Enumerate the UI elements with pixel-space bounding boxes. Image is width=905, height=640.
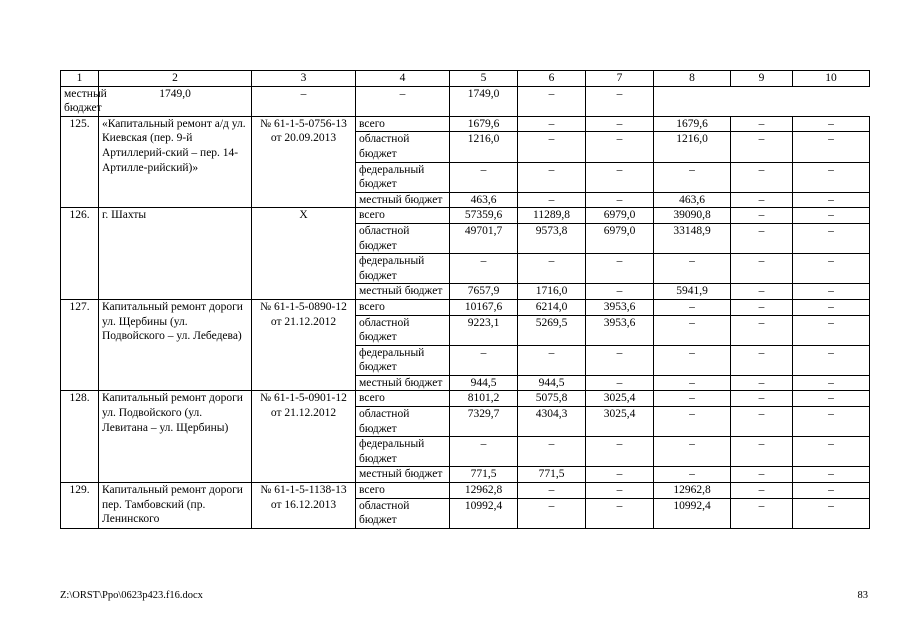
- cell-col-7: –: [586, 162, 654, 192]
- cell-col-1: 129.: [61, 483, 99, 529]
- file-path: Z:\ORST\Ppo\0623p423.f16.docx: [60, 590, 203, 601]
- cell-col-8: 33148,9: [654, 223, 731, 253]
- cell-col-8: –: [654, 315, 731, 345]
- cell-col-4: областной бюджет: [356, 498, 450, 528]
- cell-col-8: 1749,0: [450, 86, 518, 116]
- cell-col-10: –: [793, 391, 870, 407]
- header-row: [61, 71, 870, 87]
- cell-col-6: 5075,8: [518, 391, 586, 407]
- cell-col-4: федеральный бюджет: [356, 437, 450, 467]
- cell-col-8: –: [654, 391, 731, 407]
- page-number: 83: [857, 590, 868, 601]
- cell-col-6: 4304,3: [518, 407, 586, 437]
- cell-col-7: –: [586, 483, 654, 499]
- cell-col-1: 127.: [61, 299, 99, 391]
- budget-table: [60, 70, 870, 529]
- cell-col-6: 6214,0: [518, 299, 586, 315]
- cell-col-5: 1749,0: [99, 86, 252, 116]
- cell-col-8: 5941,9: [654, 284, 731, 300]
- cell-col-7: –: [586, 498, 654, 528]
- cell-col-6: –: [518, 162, 586, 192]
- cell-col-1: 125.: [61, 116, 99, 208]
- cell-col-4: всего: [356, 116, 450, 132]
- cell-col-4: местный бюджет: [356, 375, 450, 391]
- cell-col-5: 463,6: [450, 192, 518, 208]
- cell-col-4: федеральный бюджет: [356, 162, 450, 192]
- cell-col-7: 3025,4: [586, 391, 654, 407]
- cell-col-10: –: [793, 299, 870, 315]
- cell-col-5: –: [450, 437, 518, 467]
- cell-col-10: –: [793, 208, 870, 224]
- cell-col-9: –: [731, 299, 793, 315]
- cell-col-5: 1216,0: [450, 132, 518, 162]
- cell-col-7: –: [356, 86, 450, 116]
- cell-col-5: 8101,2: [450, 391, 518, 407]
- cell-col-3: Х: [252, 208, 356, 300]
- cell-col-5: 1679,6: [450, 116, 518, 132]
- cell-col-5: 7329,7: [450, 407, 518, 437]
- cell-col-9: –: [731, 162, 793, 192]
- cell-col-8: –: [654, 375, 731, 391]
- cell-col-8: 463,6: [654, 192, 731, 208]
- cell-col-7: 3953,6: [586, 299, 654, 315]
- cell-col-6: –: [518, 483, 586, 499]
- cell-col-5: 49701,7: [450, 223, 518, 253]
- cell-col-4: всего: [356, 483, 450, 499]
- cell-col-6: –: [518, 116, 586, 132]
- cell-col-6: 771,5: [518, 467, 586, 483]
- cell-col-3: № 61-1-5-1138-13 от 16.12.2013: [252, 483, 356, 529]
- cell-col-4: областной бюджет: [356, 407, 450, 437]
- cell-col-7: –: [586, 116, 654, 132]
- cell-col-5: 944,5: [450, 375, 518, 391]
- cell-col-9: –: [731, 498, 793, 528]
- table-row: [61, 116, 870, 132]
- cell-col-6: –: [518, 192, 586, 208]
- cell-col-6: 944,5: [518, 375, 586, 391]
- cell-col-6: –: [252, 86, 356, 116]
- cell-col-5: 12962,8: [450, 483, 518, 499]
- column-header-10: 10: [793, 71, 870, 87]
- cell-col-9: –: [518, 86, 586, 116]
- cell-col-6: 5269,5: [518, 315, 586, 345]
- cell-col-7: –: [586, 284, 654, 300]
- cell-col-9: –: [731, 437, 793, 467]
- column-header-5: 5: [450, 71, 518, 87]
- cell-col-10: –: [793, 254, 870, 284]
- cell-col-8: 1216,0: [654, 132, 731, 162]
- cell-col-8: 12962,8: [654, 483, 731, 499]
- cell-col-7: –: [586, 437, 654, 467]
- cell-col-7: –: [586, 375, 654, 391]
- cell-col-10: –: [793, 192, 870, 208]
- cell-col-8: 1679,6: [654, 116, 731, 132]
- cell-col-4: местный бюджет: [356, 284, 450, 300]
- cell-col-5: 7657,9: [450, 284, 518, 300]
- cell-col-10: –: [793, 132, 870, 162]
- cell-col-9: –: [731, 345, 793, 375]
- cell-col-9: –: [731, 254, 793, 284]
- table-row: [61, 483, 870, 499]
- cell-col-9: –: [731, 284, 793, 300]
- column-header-7: 7: [586, 71, 654, 87]
- cell-col-8: –: [654, 162, 731, 192]
- cell-col-7: 3025,4: [586, 407, 654, 437]
- cell-col-10: –: [793, 483, 870, 499]
- cell-col-4: областной бюджет: [356, 132, 450, 162]
- table-row: [61, 391, 870, 407]
- cell-col-3: № 61-1-5-0756-13 от 20.09.2013: [252, 116, 356, 208]
- cell-col-9: –: [731, 375, 793, 391]
- cell-col-8: –: [654, 299, 731, 315]
- cell-col-4: всего: [356, 208, 450, 224]
- column-header-9: 9: [731, 71, 793, 87]
- cell-col-4: областной бюджет: [356, 223, 450, 253]
- cell-col-9: –: [731, 132, 793, 162]
- cell-col-6: –: [518, 498, 586, 528]
- cell-col-7: –: [586, 192, 654, 208]
- cell-col-10: –: [793, 162, 870, 192]
- table-row: [61, 208, 870, 224]
- cell-col-5: 10992,4: [450, 498, 518, 528]
- cell-col-10: –: [793, 284, 870, 300]
- cell-col-10: –: [793, 467, 870, 483]
- cell-col-10: –: [586, 86, 654, 116]
- cell-col-5: –: [450, 162, 518, 192]
- cell-col-4: местный бюджет: [356, 192, 450, 208]
- cell-col-7: –: [586, 254, 654, 284]
- cell-col-9: –: [731, 116, 793, 132]
- cell-col-8: 39090,8: [654, 208, 731, 224]
- cell-col-5: 771,5: [450, 467, 518, 483]
- cell-col-5: –: [450, 345, 518, 375]
- column-header-8: 8: [654, 71, 731, 87]
- cell-col-5: 57359,6: [450, 208, 518, 224]
- cell-col-10: –: [793, 345, 870, 375]
- cell-col-10: –: [793, 437, 870, 467]
- cell-col-4: местный бюджет: [356, 467, 450, 483]
- table-body: [61, 86, 870, 528]
- cell-col-2: г. Шахты: [99, 208, 252, 300]
- cell-col-6: 11289,8: [518, 208, 586, 224]
- cell-col-6: –: [518, 254, 586, 284]
- cell-col-9: –: [731, 391, 793, 407]
- cell-col-3: № 61-1-5-0890-12 от 21.12.2012: [252, 299, 356, 391]
- cell-col-9: –: [731, 483, 793, 499]
- cell-col-9: –: [731, 467, 793, 483]
- cell-col-6: 9573,8: [518, 223, 586, 253]
- column-header-4: 4: [356, 71, 450, 87]
- cell-col-7: 6979,0: [586, 223, 654, 253]
- cell-col-4: всего: [356, 299, 450, 315]
- cell-col-4: областной бюджет: [356, 315, 450, 345]
- cell-col-2: Капитальный ремонт дороги ул. Щербины (ул. Подвойского – ул. Лебедева): [99, 299, 252, 391]
- table-row: [61, 86, 870, 116]
- cell-col-7: –: [586, 345, 654, 375]
- cell-col-9: –: [731, 208, 793, 224]
- cell-col-10: –: [793, 375, 870, 391]
- cell-col-7: 3953,6: [586, 315, 654, 345]
- cell-col-6: –: [518, 345, 586, 375]
- column-header-3: 3: [252, 71, 356, 87]
- cell-col-7: –: [586, 132, 654, 162]
- column-header-2: 2: [99, 71, 252, 87]
- cell-col-4: местный бюджет: [61, 86, 99, 116]
- cell-col-2: Капитальный ремонт дороги пер. Тамбовский (пр. Ленинского: [99, 483, 252, 529]
- cell-col-1: 126.: [61, 208, 99, 300]
- column-header-1: 1: [61, 71, 99, 87]
- cell-col-9: –: [731, 223, 793, 253]
- cell-col-8: –: [654, 467, 731, 483]
- cell-col-10: –: [793, 116, 870, 132]
- cell-col-5: 9223,1: [450, 315, 518, 345]
- cell-col-7: 6979,0: [586, 208, 654, 224]
- cell-col-10: –: [793, 407, 870, 437]
- cell-col-8: –: [654, 437, 731, 467]
- column-header-6: 6: [518, 71, 586, 87]
- cell-col-8: –: [654, 407, 731, 437]
- cell-col-5: –: [450, 254, 518, 284]
- cell-col-8: –: [654, 345, 731, 375]
- cell-col-10: –: [793, 498, 870, 528]
- cell-col-7: –: [586, 467, 654, 483]
- cell-col-3: № 61-1-5-0901-12 от 21.12.2012: [252, 391, 356, 483]
- cell-col-2: Капитальный ремонт дороги ул. Подвойского (ул. Левитана – ул. Щербины): [99, 391, 252, 483]
- cell-col-9: –: [731, 192, 793, 208]
- cell-col-5: 10167,6: [450, 299, 518, 315]
- table-row: [61, 299, 870, 315]
- cell-col-8: 10992,4: [654, 498, 731, 528]
- cell-col-10: –: [793, 223, 870, 253]
- cell-col-9: –: [731, 407, 793, 437]
- cell-col-6: 1716,0: [518, 284, 586, 300]
- cell-col-1: 128.: [61, 391, 99, 483]
- cell-col-9: –: [731, 315, 793, 345]
- cell-col-8: –: [654, 254, 731, 284]
- cell-col-2: «Капитальный ремонт а/д ул. Киевская (пер. 9-й Артиллерий-ский – пер. 14-Артилле-рийский)»: [99, 116, 252, 208]
- cell-col-6: –: [518, 132, 586, 162]
- cell-col-4: федеральный бюджет: [356, 254, 450, 284]
- cell-col-4: всего: [356, 391, 450, 407]
- cell-col-6: –: [518, 437, 586, 467]
- cell-col-4: федеральный бюджет: [356, 345, 450, 375]
- cell-col-10: –: [793, 315, 870, 345]
